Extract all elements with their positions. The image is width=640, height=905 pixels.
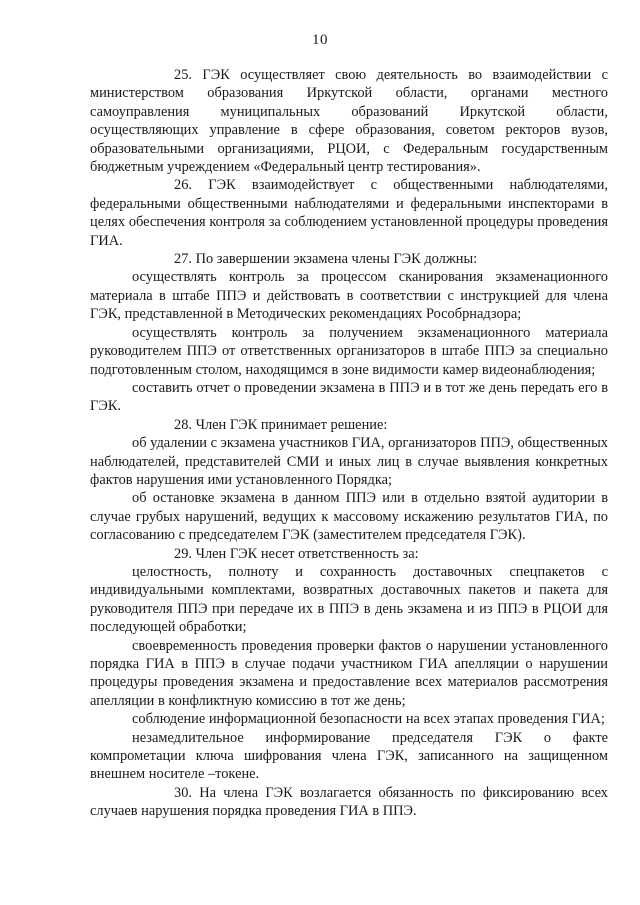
paragraph-number: 25. xyxy=(174,67,192,83)
paragraph-text: об удалении с экзамена участников ГИА, организаторов ППЭ, общественных наблюдателей, представителей СМИ и иных лиц в случае выявления конкретных фактов нарушения ими установленного Порядка; xyxy=(90,435,608,488)
list-item-security xyxy=(90,710,608,728)
paragraph-text: осуществлять контроль за процессом сканирования экзаменационного материала в штабе ППЭ и действовать в соответствии с инструкцией для члена ГЭК, представленной в Методических рекомендациях Рособрнадзора; xyxy=(90,269,608,323)
paragraph-text: соблюдение информационной безопасности на всех этапах проведения ГИА; xyxy=(132,711,605,728)
paragraph-26 xyxy=(90,176,608,250)
paragraph-text: Член ГЭК несет ответственность за: xyxy=(195,545,419,562)
paragraph-text: составить отчет о проведении экзамена в ППЭ и в тот же день передать его в ГЭК. xyxy=(90,379,608,415)
list-item-timeliness xyxy=(90,637,608,711)
list-item-report xyxy=(90,379,608,416)
paragraph-28 xyxy=(90,416,608,434)
paragraph-27 xyxy=(90,250,608,268)
paragraph-25 xyxy=(90,66,608,176)
paragraph-text: На члена ГЭК возлагается обязанность по фиксированию всех случаев нарушения порядка проведения ГИА в ППЭ. xyxy=(90,784,608,820)
paragraph-text: Член ГЭК принимает решение: xyxy=(195,416,388,433)
paragraph-number: 28. xyxy=(174,416,192,433)
page-number: 10 xyxy=(312,32,328,48)
list-item-material-control xyxy=(90,324,608,379)
paragraph-number: 29. xyxy=(174,545,192,562)
list-item-removal xyxy=(90,434,608,489)
paragraph-text: ГЭК осуществляет свою деятельность во взаимодействии с министерством образования Иркутской области, органами местного самоуправления муниципальных образований Иркутской области, осуществляющих управление в сфере образования, советом ректоров вузов, образовательными организациями, РЦОИ, с Федеральным государственным бюджетным учреждением «Федеральный центр тестирования». xyxy=(90,67,608,176)
paragraph-text: целостность, полноту и сохранность доставочных спецпакетов с индивидуальными комплектами, возвратных доставочных пакетов и пакета для руководителя ППЭ при передаче их в ППЭ в день экзамена и из ППЭ в РЦОИ для последующей обработки; xyxy=(90,563,608,636)
paragraph-text: ГЭК взаимодействует с общественными наблюдателями, федеральными общественными наблюдателями и федеральными инспекторами в целях обеспечения контроля за соблюдением установленной процедуры проведения ГИА. xyxy=(90,177,608,249)
paragraph-number: 30. xyxy=(174,784,192,801)
list-item-stop-exam xyxy=(90,489,608,544)
document-body xyxy=(90,66,608,821)
paragraph-29 xyxy=(90,545,608,563)
paragraph-30 xyxy=(90,784,608,821)
list-item-informing xyxy=(90,729,608,784)
list-item-integrity xyxy=(90,563,608,637)
paragraph-text: незамедлительное информирование председателя ГЭК о факте компрометации ключа шифрования члена ГЭК, записанного на защищенном внешнем носителе –токене. xyxy=(90,729,608,783)
paragraph-text: об остановке экзамена в данном ППЭ или в отдельно взятой аудитории в случае грубых нарушений, ведущих к массовому искажению результатов ГИА, по согласованию с председателем ГЭК (заместителем председателя ГЭК). xyxy=(90,490,608,544)
paragraph-text: своевременность проведения проверки фактов о нарушении установленного порядка ГИА в ППЭ в случае подачи участником ГИА апелляции о нарушении процедуры проведения экзамена и предоставление всех материалов рассмотрения апелляции в конфликтную комиссию в тот же день; xyxy=(90,637,608,709)
paragraph-number: 26. xyxy=(174,177,192,194)
paragraph-number: 27. xyxy=(174,251,192,268)
list-item-scanning-control xyxy=(90,268,608,323)
paragraph-text: осуществлять контроль за получением экзаменационного материала руководителем ППЭ от ответственных организаторов в штабе ППЭ за специально подготовленным столом, находящимся в зоне видимости камер видеонаблюдения; xyxy=(90,324,608,378)
paragraph-text: По завершении экзамена члены ГЭК должны: xyxy=(195,251,478,268)
